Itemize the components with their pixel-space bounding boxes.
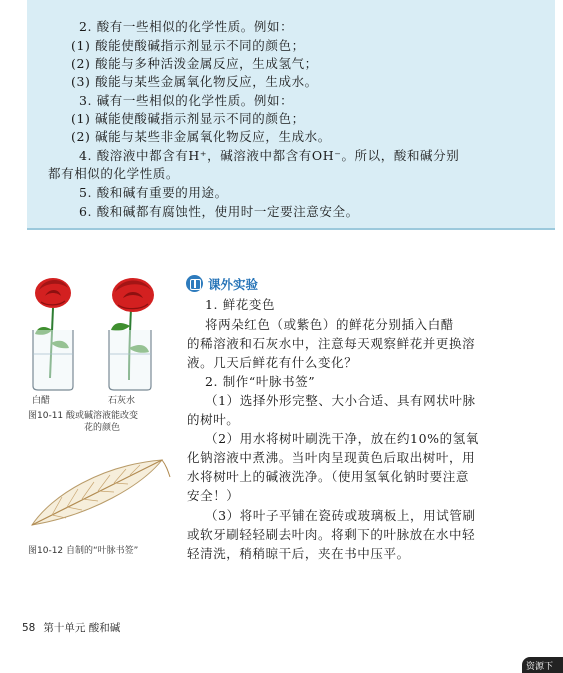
book-icon	[186, 275, 203, 292]
unit-title: 第十单元 酸和碱	[43, 622, 121, 634]
summary-line: 6. 酸和碱都有腐蚀性，使用时一定要注意安全。	[79, 204, 359, 219]
figure-caption: 图10-12 自制的“叶脉书签”	[28, 546, 139, 556]
beaker-label-limewater: 石灰水	[108, 396, 136, 406]
page-number: 58	[22, 622, 36, 634]
page-footer	[22, 620, 120, 635]
experiment-line: 的树叶。	[187, 412, 240, 427]
experiment-line: 安全！）	[187, 488, 240, 503]
rose-beakers-illustration	[25, 268, 175, 396]
experiment-line: 1. 鲜花变色	[205, 297, 276, 312]
experiment-line: （1）选择外形完整、大小合适、具有网状叶脉	[205, 393, 476, 408]
figure-caption: 图10-11 酸或碱溶液能改变	[28, 411, 139, 421]
summary-line: (3) 酸能与某些金属氧化物反应，生成水。	[71, 74, 318, 89]
section-title: 课外实验	[208, 277, 259, 292]
experiment-line: （3）将叶子平铺在瓷砖或玻璃板上，用试管刷	[205, 508, 476, 523]
figure-caption: 花的颜色	[84, 423, 121, 433]
summary-line: (2) 酸能与多种活泼金属反应，生成氢气；	[71, 56, 318, 71]
summary-line: 都有相似的化学性质。	[48, 166, 180, 181]
resource-tab[interactable]: 资源下	[522, 657, 563, 673]
experiment-line: 将两朵红色（或紫色）的鲜花分别插入白醋	[205, 317, 454, 332]
experiment-line: （2）用水将树叶刷洗干净，放在约10%的氢氧	[205, 431, 479, 446]
experiment-line: 2. 制作“叶脉书签”	[205, 374, 316, 389]
experiment-line: 水将树叶上的碱液洗净。（使用氢氧化钠时要注意	[187, 469, 469, 484]
summary-line: 5. 酸和碱有重要的用途。	[79, 185, 228, 200]
experiment-line: 轻清洗，稍稍晾干后，夹在书中压平。	[187, 546, 410, 561]
summary-line: (1) 碱能使酸碱指示剂显示不同的颜色；	[71, 111, 305, 126]
summary-line: 4. 酸溶液中都含有H⁺，碱溶液中都含有OH⁻。所以，酸和碱分别	[79, 148, 460, 163]
summary-line: 3. 碱有一些相似的化学性质。例如：	[79, 93, 294, 108]
summary-line: (2) 碱能与某些非金属氧化物反应，生成水。	[71, 129, 331, 144]
summary-box	[27, 0, 555, 230]
experiment-line: 或软牙刷轻轻刷去叶肉。将剩下的叶脉放在水中轻	[187, 527, 476, 542]
leaf-vein-icon	[22, 455, 172, 535]
summary-line: (1) 酸能使酸碱指示剂显示不同的颜色；	[71, 38, 305, 53]
experiment-line: 化钠溶液中煮沸。当叶肉呈现黄色后取出树叶，用	[187, 450, 476, 465]
summary-line: 2. 酸有一些相似的化学性质。例如：	[79, 19, 294, 34]
experiment-line: 的稀溶液和石灰水中，注意每天观察鲜花并更换溶	[187, 336, 476, 351]
rose-illustration-icon	[25, 268, 175, 396]
beaker-label-vinegar: 白醋	[32, 396, 51, 406]
experiment-line: 液。几天后鲜花有什么变化？	[187, 355, 358, 370]
